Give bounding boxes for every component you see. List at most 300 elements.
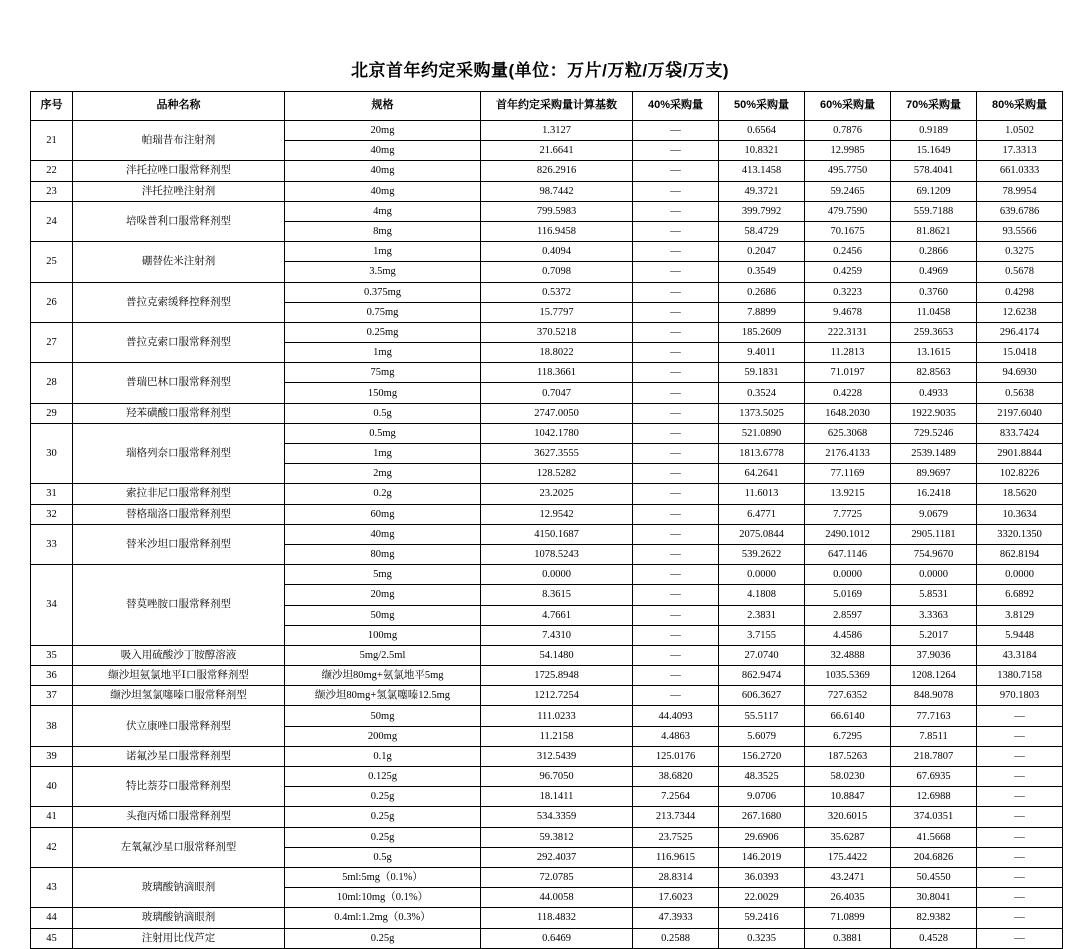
cell-p40: — [633, 565, 719, 585]
cell-p40: — [633, 666, 719, 686]
cell-p60: 222.3131 [805, 322, 891, 342]
cell-p70: 204.6826 [891, 847, 977, 867]
header-base: 首年约定采购量计算基数 [481, 92, 633, 121]
cell-base: 15.7797 [481, 302, 633, 322]
cell-p60: 0.4228 [805, 383, 891, 403]
cell-p50: 58.4729 [719, 221, 805, 241]
cell-seq: 35 [31, 645, 73, 665]
cell-product-name: 头孢丙烯口服常释剂型 [73, 807, 285, 827]
cell-spec: 1mg [285, 444, 481, 464]
cell-seq: 25 [31, 242, 73, 282]
cell-base: 11.2158 [481, 726, 633, 746]
cell-p80: 296.4174 [977, 322, 1063, 342]
cell-p50: 156.2720 [719, 746, 805, 766]
cell-p70: 41.5668 [891, 827, 977, 847]
table-row [31, 121, 1063, 141]
page-title: 北京首年约定采购量(单位：万片/万粒/万袋/万支) [351, 61, 729, 80]
cell-p60: 0.0000 [805, 565, 891, 585]
cell-p50: 6.4771 [719, 504, 805, 524]
cell-p60: 0.4259 [805, 262, 891, 282]
cell-p80: 78.9954 [977, 181, 1063, 201]
cell-p40: — [633, 625, 719, 645]
cell-p40: — [633, 363, 719, 383]
table-row [31, 322, 1063, 342]
cell-spec: 0.25g [285, 928, 481, 948]
cell-base: 0.7098 [481, 262, 633, 282]
cell-base: 128.5282 [481, 464, 633, 484]
cell-product-name: 特比萘芬口服常释剂型 [73, 767, 285, 807]
cell-seq: 39 [31, 746, 73, 766]
cell-spec: 100mg [285, 625, 481, 645]
cell-p80: 862.8194 [977, 544, 1063, 564]
cell-p50: 0.6564 [719, 121, 805, 141]
cell-p70: 30.8041 [891, 888, 977, 908]
cell-base: 1212.7254 [481, 686, 633, 706]
cell-p50: 48.3525 [719, 767, 805, 787]
table-row [31, 423, 1063, 443]
cell-spec: 0.5mg [285, 423, 481, 443]
cell-spec: 0.125g [285, 767, 481, 787]
cell-product-name: 索拉非尼口服常释剂型 [73, 484, 285, 504]
cell-spec: 0.375mg [285, 282, 481, 302]
cell-p70: 5.8531 [891, 585, 977, 605]
cell-base: 7.4310 [481, 625, 633, 645]
cell-base: 4.7661 [481, 605, 633, 625]
cell-p60: 77.1169 [805, 464, 891, 484]
cell-p60: 647.1146 [805, 544, 891, 564]
cell-base: 0.5372 [481, 282, 633, 302]
cell-p70: 67.6935 [891, 767, 977, 787]
cell-p40: — [633, 161, 719, 181]
cell-p40: 4.4863 [633, 726, 719, 746]
table-row [31, 565, 1063, 585]
table-row [31, 666, 1063, 686]
cell-p50: 4.1808 [719, 585, 805, 605]
cell-p80: — [977, 888, 1063, 908]
header-p80: 80%采购量 [977, 92, 1063, 121]
cell-base: 1078.5243 [481, 544, 633, 564]
cell-product-name: 硼替佐米注射剂 [73, 242, 285, 282]
cell-p40: — [633, 242, 719, 262]
table-row [31, 767, 1063, 787]
cell-p40: 125.0176 [633, 746, 719, 766]
cell-p40: — [633, 302, 719, 322]
cell-base: 111.0233 [481, 706, 633, 726]
cell-p70: 82.9382 [891, 908, 977, 928]
cell-p50: 0.3524 [719, 383, 805, 403]
cell-p70: 0.2866 [891, 242, 977, 262]
table-row [31, 201, 1063, 221]
header-spec: 规格 [285, 92, 481, 121]
cell-p80: — [977, 746, 1063, 766]
cell-p80: 0.4298 [977, 282, 1063, 302]
cell-p60: 495.7750 [805, 161, 891, 181]
cell-spec: 0.4ml:1.2mg（0.3%） [285, 908, 481, 928]
cell-base: 0.6469 [481, 928, 633, 948]
cell-p40: — [633, 484, 719, 504]
cell-p40: — [633, 121, 719, 141]
cell-seq: 36 [31, 666, 73, 686]
cell-p50: 539.2622 [719, 544, 805, 564]
cell-product-name: 培哚普利口服常释剂型 [73, 201, 285, 241]
cell-p80: 0.5678 [977, 262, 1063, 282]
table-row [31, 484, 1063, 504]
cell-p50: 64.2641 [719, 464, 805, 484]
cell-base: 2747.0050 [481, 403, 633, 423]
cell-seq: 41 [31, 807, 73, 827]
cell-product-name: 替莫唑胺口服常释剂型 [73, 565, 285, 646]
cell-spec: 8mg [285, 221, 481, 241]
cell-p70: 77.7163 [891, 706, 977, 726]
cell-seq: 44 [31, 908, 73, 928]
cell-p40: — [633, 141, 719, 161]
cell-p60: 625.3068 [805, 423, 891, 443]
cell-spec: 75mg [285, 363, 481, 383]
cell-p80: 15.0418 [977, 343, 1063, 363]
cell-p70: 578.4041 [891, 161, 977, 181]
cell-p80: 18.5620 [977, 484, 1063, 504]
cell-p80: 3.8129 [977, 605, 1063, 625]
cell-base: 54.1480 [481, 645, 633, 665]
cell-product-name: 替米沙坦口服常释剂型 [73, 524, 285, 564]
cell-p60: 66.6140 [805, 706, 891, 726]
cell-p50: 521.0890 [719, 423, 805, 443]
cell-p70: 1922.9035 [891, 403, 977, 423]
cell-p80: — [977, 827, 1063, 847]
cell-p60: 71.0197 [805, 363, 891, 383]
cell-seq: 26 [31, 282, 73, 322]
cell-p50: 1373.5025 [719, 403, 805, 423]
table-row [31, 161, 1063, 181]
cell-product-name: 羟苯磺酸口服常释剂型 [73, 403, 285, 423]
table-row [31, 686, 1063, 706]
cell-p70: 0.4933 [891, 383, 977, 403]
cell-product-name: 诺氟沙星口服常释剂型 [73, 746, 285, 766]
cell-p70: 69.1209 [891, 181, 977, 201]
cell-p80: 5.9448 [977, 625, 1063, 645]
cell-p60: 0.2456 [805, 242, 891, 262]
cell-p60: 7.7725 [805, 504, 891, 524]
cell-p60: 320.6015 [805, 807, 891, 827]
cell-base: 118.3661 [481, 363, 633, 383]
cell-p50: 2075.0844 [719, 524, 805, 544]
cell-product-name: 注射用比伐芦定 [73, 928, 285, 948]
cell-spec: 40mg [285, 141, 481, 161]
cell-p40: 213.7344 [633, 807, 719, 827]
cell-p70: 2905.1181 [891, 524, 977, 544]
cell-p70: 0.0000 [891, 565, 977, 585]
cell-p70: 7.8511 [891, 726, 977, 746]
cell-p40: — [633, 343, 719, 363]
cell-p80: 10.3634 [977, 504, 1063, 524]
cell-p40: — [633, 444, 719, 464]
cell-p60: 9.4678 [805, 302, 891, 322]
cell-p80: 94.6930 [977, 363, 1063, 383]
cell-p80: 0.3275 [977, 242, 1063, 262]
cell-base: 370.5218 [481, 322, 633, 342]
cell-base: 98.7442 [481, 181, 633, 201]
cell-p70: 0.3760 [891, 282, 977, 302]
cell-p80: 12.6238 [977, 302, 1063, 322]
cell-product-name: 吸入用硫酸沙丁胺醇溶液 [73, 645, 285, 665]
cell-p60: 32.4888 [805, 645, 891, 665]
cell-p40: — [633, 686, 719, 706]
cell-p80: 833.7424 [977, 423, 1063, 443]
cell-p70: 50.4550 [891, 867, 977, 887]
table-row [31, 706, 1063, 726]
cell-spec: 40mg [285, 161, 481, 181]
table-header [31, 92, 1063, 121]
cell-p50: 185.2609 [719, 322, 805, 342]
cell-p50: 862.9474 [719, 666, 805, 686]
cell-spec: 0.25mg [285, 322, 481, 342]
cell-p50: 5.6079 [719, 726, 805, 746]
cell-p70: 729.5246 [891, 423, 977, 443]
table-row [31, 928, 1063, 948]
cell-p50: 49.3721 [719, 181, 805, 201]
cell-spec: 200mg [285, 726, 481, 746]
cell-base: 0.4094 [481, 242, 633, 262]
cell-p50: 606.3627 [719, 686, 805, 706]
cell-spec: 5ml:5mg（0.1%） [285, 867, 481, 887]
cell-p60: 4.4586 [805, 625, 891, 645]
cell-p60: 5.0169 [805, 585, 891, 605]
cell-p40: — [633, 403, 719, 423]
table-row [31, 645, 1063, 665]
cell-p40: — [633, 221, 719, 241]
cell-spec: 0.5g [285, 847, 481, 867]
cell-base: 312.5439 [481, 746, 633, 766]
cell-spec: 0.2g [285, 484, 481, 504]
cell-p50: 9.0706 [719, 787, 805, 807]
cell-product-name: 普瑞巴林口服常释剂型 [73, 363, 285, 403]
cell-p40: 17.6023 [633, 888, 719, 908]
header-product-name: 品种名称 [73, 92, 285, 121]
cell-p50: 36.0393 [719, 867, 805, 887]
cell-p50: 0.3549 [719, 262, 805, 282]
cell-p40: — [633, 322, 719, 342]
cell-p50: 0.0000 [719, 565, 805, 585]
cell-p60: 70.1675 [805, 221, 891, 241]
cell-product-name: 瑞格列奈口服常释剂型 [73, 423, 285, 484]
cell-p70: 218.7807 [891, 746, 977, 766]
cell-p70: 13.1615 [891, 343, 977, 363]
cell-p50: 146.2019 [719, 847, 805, 867]
cell-product-name: 缬沙坦氨氯地平Ⅰ口服常释剂型 [73, 666, 285, 686]
cell-p70: 16.2418 [891, 484, 977, 504]
header-p50: 50%采购量 [719, 92, 805, 121]
cell-seq: 28 [31, 363, 73, 403]
table-row [31, 242, 1063, 262]
table-row [31, 867, 1063, 887]
cell-seq: 29 [31, 403, 73, 423]
cell-p80: 43.3184 [977, 645, 1063, 665]
cell-p80: — [977, 787, 1063, 807]
cell-base: 1725.8948 [481, 666, 633, 686]
cell-product-name: 普拉克索口服常释剂型 [73, 322, 285, 362]
cell-p80: — [977, 928, 1063, 948]
cell-p80: 102.8226 [977, 464, 1063, 484]
cell-spec: 50mg [285, 605, 481, 625]
cell-spec: 40mg [285, 524, 481, 544]
cell-p80: 17.3313 [977, 141, 1063, 161]
cell-p70: 5.2017 [891, 625, 977, 645]
cell-p40: — [633, 585, 719, 605]
cell-p60: 13.9215 [805, 484, 891, 504]
cell-p40: — [633, 504, 719, 524]
cell-base: 799.5983 [481, 201, 633, 221]
cell-base: 96.7050 [481, 767, 633, 787]
cell-p60: 6.7295 [805, 726, 891, 746]
cell-product-name: 普拉克索缓释控释剂型 [73, 282, 285, 322]
cell-p40: — [633, 524, 719, 544]
cell-base: 23.2025 [481, 484, 633, 504]
cell-base: 18.8022 [481, 343, 633, 363]
cell-p40: — [633, 544, 719, 564]
cell-spec: 20mg [285, 585, 481, 605]
cell-spec: 0.25g [285, 827, 481, 847]
cell-seq: 22 [31, 161, 73, 181]
cell-p60: 187.5263 [805, 746, 891, 766]
table-row [31, 363, 1063, 383]
cell-p60: 1035.5369 [805, 666, 891, 686]
cell-p40: — [633, 181, 719, 201]
cell-spec: 10ml:10mg（0.1%） [285, 888, 481, 908]
cell-spec: 5mg/2.5ml [285, 645, 481, 665]
cell-p50: 0.2686 [719, 282, 805, 302]
cell-p70: 82.8563 [891, 363, 977, 383]
cell-base: 3627.3555 [481, 444, 633, 464]
cell-spec: 1mg [285, 343, 481, 363]
cell-p50: 10.8321 [719, 141, 805, 161]
cell-p40: 116.9615 [633, 847, 719, 867]
cell-p50: 11.6013 [719, 484, 805, 504]
cell-seq: 27 [31, 322, 73, 362]
cell-seq: 43 [31, 867, 73, 907]
header-p60: 60%采购量 [805, 92, 891, 121]
cell-base: 12.9542 [481, 504, 633, 524]
cell-p50: 27.0740 [719, 645, 805, 665]
cell-base: 116.9458 [481, 221, 633, 241]
cell-p40: — [633, 605, 719, 625]
cell-p80: 93.5566 [977, 221, 1063, 241]
cell-p70: 0.4969 [891, 262, 977, 282]
cell-p60: 58.0230 [805, 767, 891, 787]
cell-p80: — [977, 908, 1063, 928]
cell-base: 8.3615 [481, 585, 633, 605]
cell-spec: 20mg [285, 121, 481, 141]
cell-p50: 1813.6778 [719, 444, 805, 464]
cell-p50: 399.7992 [719, 201, 805, 221]
cell-p40: — [633, 423, 719, 443]
cell-base: 21.6641 [481, 141, 633, 161]
cell-p40: 44.4093 [633, 706, 719, 726]
header-p70: 70%采购量 [891, 92, 977, 121]
cell-product-name: 泮托拉唑口服常释剂型 [73, 161, 285, 181]
cell-p80: 0.5638 [977, 383, 1063, 403]
cell-base: 44.0058 [481, 888, 633, 908]
cell-spec: 1mg [285, 242, 481, 262]
cell-p60: 26.4035 [805, 888, 891, 908]
cell-p60: 0.7876 [805, 121, 891, 141]
cell-seq: 23 [31, 181, 73, 201]
cell-base: 292.4037 [481, 847, 633, 867]
cell-p60: 10.8847 [805, 787, 891, 807]
cell-p80: — [977, 847, 1063, 867]
table-row [31, 403, 1063, 423]
cell-p80: 2197.6040 [977, 403, 1063, 423]
table-row [31, 181, 1063, 201]
table-row [31, 908, 1063, 928]
cell-spec: 60mg [285, 504, 481, 524]
header-row [31, 92, 1063, 121]
cell-p70: 0.4528 [891, 928, 977, 948]
cell-p70: 12.6988 [891, 787, 977, 807]
cell-p80: — [977, 867, 1063, 887]
cell-seq: 37 [31, 686, 73, 706]
cell-p40: — [633, 645, 719, 665]
cell-spec: 0.1g [285, 746, 481, 766]
cell-p80: — [977, 706, 1063, 726]
cell-p40: — [633, 464, 719, 484]
cell-p50: 9.4011 [719, 343, 805, 363]
cell-p60: 43.2471 [805, 867, 891, 887]
cell-p60: 12.9985 [805, 141, 891, 161]
cell-p60: 175.4422 [805, 847, 891, 867]
cell-p50: 29.6906 [719, 827, 805, 847]
cell-p50: 59.1831 [719, 363, 805, 383]
cell-product-name: 玻璃酸钠滴眼剂 [73, 867, 285, 907]
cell-p70: 559.7188 [891, 201, 977, 221]
cell-p80: 970.1803 [977, 686, 1063, 706]
cell-spec: 0.25g [285, 807, 481, 827]
table-row [31, 504, 1063, 524]
cell-spec: 3.5mg [285, 262, 481, 282]
header-seq: 序号 [31, 92, 73, 121]
cell-base: 59.3812 [481, 827, 633, 847]
cell-p50: 0.2047 [719, 242, 805, 262]
cell-seq: 45 [31, 928, 73, 948]
cell-seq: 38 [31, 706, 73, 746]
cell-product-name: 玻璃酸钠滴眼剂 [73, 908, 285, 928]
cell-p50: 0.3235 [719, 928, 805, 948]
cell-p70: 37.9036 [891, 645, 977, 665]
cell-seq: 40 [31, 767, 73, 807]
table-row [31, 827, 1063, 847]
cell-base: 18.1411 [481, 787, 633, 807]
cell-p80: — [977, 807, 1063, 827]
cell-p40: 7.2564 [633, 787, 719, 807]
cell-spec: 50mg [285, 706, 481, 726]
cell-spec: 5mg [285, 565, 481, 585]
cell-p40: 38.6820 [633, 767, 719, 787]
cell-p80: 2901.8844 [977, 444, 1063, 464]
table-body [31, 121, 1063, 949]
cell-p70: 754.9670 [891, 544, 977, 564]
cell-p60: 35.6287 [805, 827, 891, 847]
cell-seq: 32 [31, 504, 73, 524]
procurement-table [30, 91, 1063, 949]
cell-p50: 413.1458 [719, 161, 805, 181]
cell-base: 0.0000 [481, 565, 633, 585]
header-p40: 40%采购量 [633, 92, 719, 121]
cell-p60: 59.2465 [805, 181, 891, 201]
cell-p70: 11.0458 [891, 302, 977, 322]
table-row [31, 746, 1063, 766]
cell-p60: 2490.1012 [805, 524, 891, 544]
cell-p70: 848.9078 [891, 686, 977, 706]
cell-p60: 71.0899 [805, 908, 891, 928]
